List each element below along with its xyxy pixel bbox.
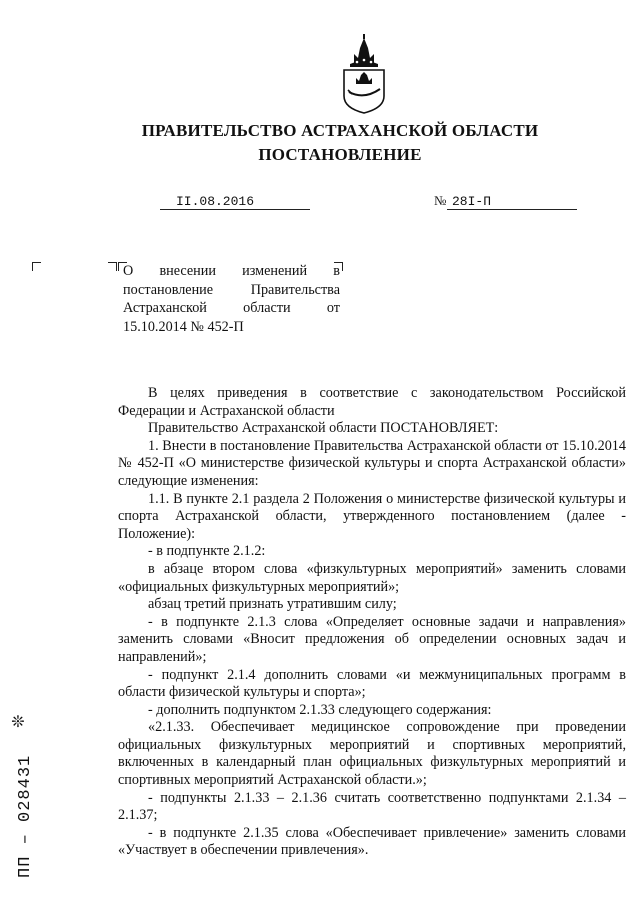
resolves-paragraph: Правительство Астраханской области ПОСТАНОВЛЯЕТ:	[148, 420, 499, 437]
item-1-1-paragraph: 1.1. В пункте 2.1 раздела 2 Положения о министерстве физической культуры и спорта Астраханской области, утвержденного постановлением (далее - Положение):	[118, 490, 626, 542]
subitem-2-1-3-paragraph: - в подпункте 2.1.3 слова «Определяет основные задачи и направления» заменить словами «Вносит предложения об определении основных задач и направлений»;	[118, 613, 626, 665]
left-margin-corner-mark	[32, 262, 41, 271]
snowflake-icon: ❊	[11, 714, 25, 731]
item-1-paragraph: 1. Внести в постановление Правительства Астраханской области от 15.10.2014 № 452-П «О министерстве физической культуры и спорта Астраханской области» следующие изменения:	[118, 437, 626, 489]
doc-type-title: ПОСТАНОВЛЕНИЕ	[258, 145, 422, 164]
coat-of-arms-emblem	[340, 34, 388, 114]
number-underline	[447, 209, 577, 210]
renumber-paragraph: - подпункты 2.1.33 – 2.1.36 считать соответственно подпунктами 2.1.34 – 2.1.37;	[118, 789, 626, 824]
subitem-2-1-2-paragraph: - в подпункте 2.1.2:	[148, 543, 266, 560]
org-title: ПРАВИТЕЛЬСТВО АСТРАХАНСКОЙ ОБЛАСТИ	[141, 121, 539, 140]
document-body	[118, 385, 626, 860]
add-subitem-2-1-33-paragraph: - дополнить подпунктом 2.1.33 следующего содержания:	[148, 701, 492, 718]
document-subject: О внесении изменений в постановление Правительства Астраханской области от 15.10.2014 № 452-П	[123, 263, 340, 335]
paragraph-third-change: абзац третий признать утратившим силу;	[148, 596, 397, 613]
document-date: II.08.2016	[176, 194, 255, 209]
paragraph-second-change: в абзаце втором слова «физкультурных мероприятий» заменить словами «официальных физкультурных мероприятий»;	[118, 560, 626, 595]
preamble-paragraph: В целях приведения в соответствие с законодательством Российской Федерации и Астраханской области	[118, 385, 626, 419]
serial-number: ПП – 028431	[16, 754, 35, 878]
number-label: №	[434, 193, 447, 208]
date-underline	[160, 209, 310, 210]
document-number: 28I-П	[452, 194, 492, 209]
subitem-2-1-33-text: «2.1.33. Обеспечивает медицинское сопровождение при проведении официальных физкультурных мероприятий и спортивных мероприятий, включенных в календарный план официальных физкультурных мероприятий и спортивных мероприятий Астраханской области.»;	[118, 719, 626, 789]
margin-serial-stamp	[2, 712, 62, 878]
subitem-2-1-35-paragraph: - в подпункте 2.1.35 слова «Обеспечивает привлечение» заменить словами «Участвует в обеспечении привлечения».	[118, 824, 626, 859]
subject-corner-mark-left	[108, 262, 117, 271]
subitem-2-1-4-paragraph: - подпункт 2.1.4 дополнить словами «и межмуниципальных программ в области физической культуры и спорта»;	[118, 666, 626, 701]
